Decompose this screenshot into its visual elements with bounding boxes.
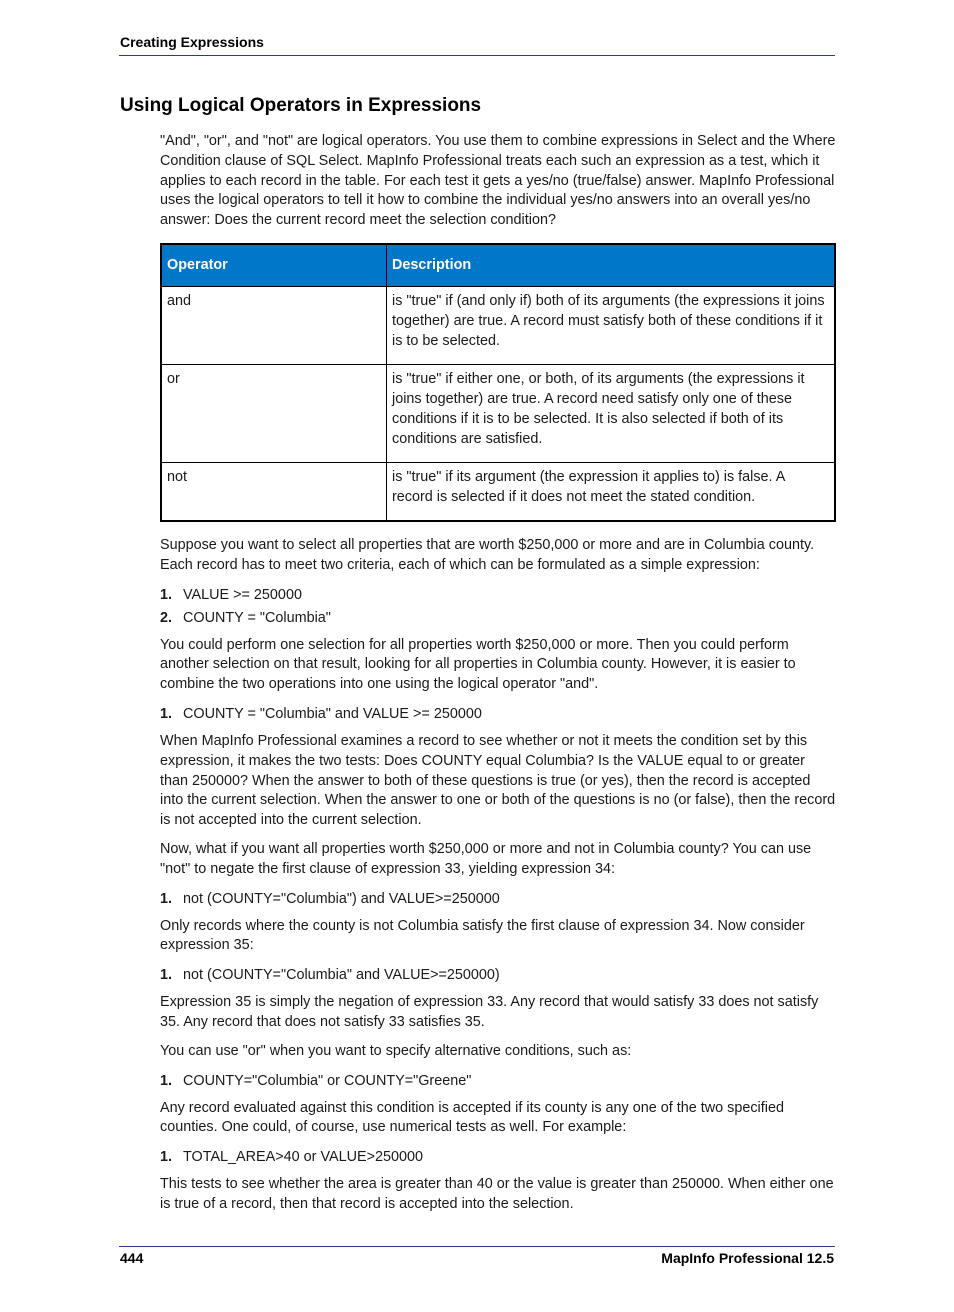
paragraph: Now, what if you want all properties worth $250,000 or more and not in Columbia county? You can use "not" to negate the first clause of expression 33, yielding expression 34: [160,840,812,877]
operators-table [160,243,836,522]
footer-divider [119,1246,835,1247]
list-number: 1. [160,967,173,984]
numbered-list [160,889,836,909]
numbered-list [160,704,836,724]
numbered-list [160,585,836,628]
paragraph: Suppose you want to select all properties that are worth $250,000 or more and are in Columbia county. Each record has to meet two criteria, each of which can be formulated as a simple expression: [160,536,815,573]
list-item [160,585,836,605]
operator-cell: or [161,364,387,462]
header-divider [119,55,835,56]
paragraph: When MapInfo Professional examines a record to see whether or not it meets the condition set by this expression, it makes the two tests: Does COUNTY equal Columbia? Is the VALUE equal to or greater than 250000? When the answer to both of these questions is true (or yes), then the record is accepted into the current selection. When the answer to one or both of the questions is no (or false), then the record is not accepted into the current selection. [160,732,836,829]
paragraph: Expression 35 is simply the negation of expression 33. Any record that would satisfy 33 does not satisfy 35. Any record that does not satisfy 33 satisfies 35. [160,994,819,1030]
list-text: COUNTY = "Columbia" [183,609,331,626]
table-header-description: Description [387,244,836,287]
list-number: 1. [160,1072,173,1089]
page-number: 444 [120,1250,144,1266]
operator-cell: and [161,286,387,364]
list-text: TOTAL_AREA>40 or VALUE>250000 [183,1149,423,1166]
paragraph: You can use "or" when you want to specify alternative conditions, such as: [160,1042,632,1059]
running-header: Creating Expressions [120,34,264,50]
list-number: 1. [160,890,173,907]
body-content [160,132,836,1224]
numbered-list [160,1147,836,1167]
list-text: not (COUNTY="Columbia" and VALUE>=250000) [183,967,500,984]
description-cell: is "true" if its argument (the expression it applies to) is false. A record is selected if it does not meet the stated condition. [387,462,836,521]
numbered-list [160,1071,836,1091]
list-text: COUNTY="Columbia" or COUNTY="Greene" [183,1072,472,1089]
list-item [160,889,836,909]
table-header-operator: Operator [161,244,387,287]
list-number: 1. [160,705,173,722]
table-header-row [161,244,835,287]
table-row [161,364,835,462]
list-number: 2. [160,609,173,626]
list-item [160,1071,836,1091]
list-item [160,608,836,628]
table-row [161,286,835,364]
list-number: 1. [160,1149,173,1166]
list-item [160,1147,836,1167]
list-item [160,965,836,985]
list-text: VALUE >= 250000 [183,586,302,603]
table-row [161,462,835,521]
paragraph: Any record evaluated against this condition is accepted if its county is any one of the two specified counties. One could, of course, use numerical tests as well. For example: [160,1099,784,1136]
section-heading: Using Logical Operators in Expressions [120,95,482,116]
operator-cell: not [161,462,387,521]
footer-product-title: MapInfo Professional 12.5 [661,1250,834,1266]
paragraph: This tests to see whether the area is greater than 40 or the value is greater than 250000. When either one is true of a record, then that record is accepted into the selection. [160,1176,834,1212]
paragraph: Only records where the county is not Columbia satisfy the first clause of expression 34. Now consider expression 35: [160,917,805,954]
list-number: 1. [160,586,173,603]
list-text: COUNTY = "Columbia" and VALUE >= 250000 [183,705,482,722]
list-item [160,704,836,724]
list-text: not (COUNTY="Columbia") and VALUE>=250000 [183,890,500,907]
numbered-list [160,965,836,985]
paragraph: You could perform one selection for all properties worth $250,000 or more. Then you could perform another selection on that result, looking for all properties in Columbia county. However, it is easier to combine the two operations into one using the logical operator "and". [160,636,796,693]
description-cell: is "true" if (and only if) both of its arguments (the expressions it joins together) are true. A record must satisfy both of these conditions if it is to be selected. [387,286,836,364]
intro-paragraph: "And", "or", and "not" are logical operators. You use them to combine expressions in Select and the Where Condition clause of SQL Select. MapInfo Professional treats each such an expression as a test, which it applies to each record in the table. For each test it gets a yes/no (true/false) answer. MapInfo Professional uses the logical operators to tell it how to combine the individual yes/no answers into an overall yes/no answer: Does the current record meet the selection condition? [160,133,836,229]
description-cell: is "true" if either one, or both, of its arguments (the expressions it joins together) are true. A record need satisfy only one of these conditions if it is to be selected. It is also selected if both of its conditions are satisfied. [387,364,836,462]
